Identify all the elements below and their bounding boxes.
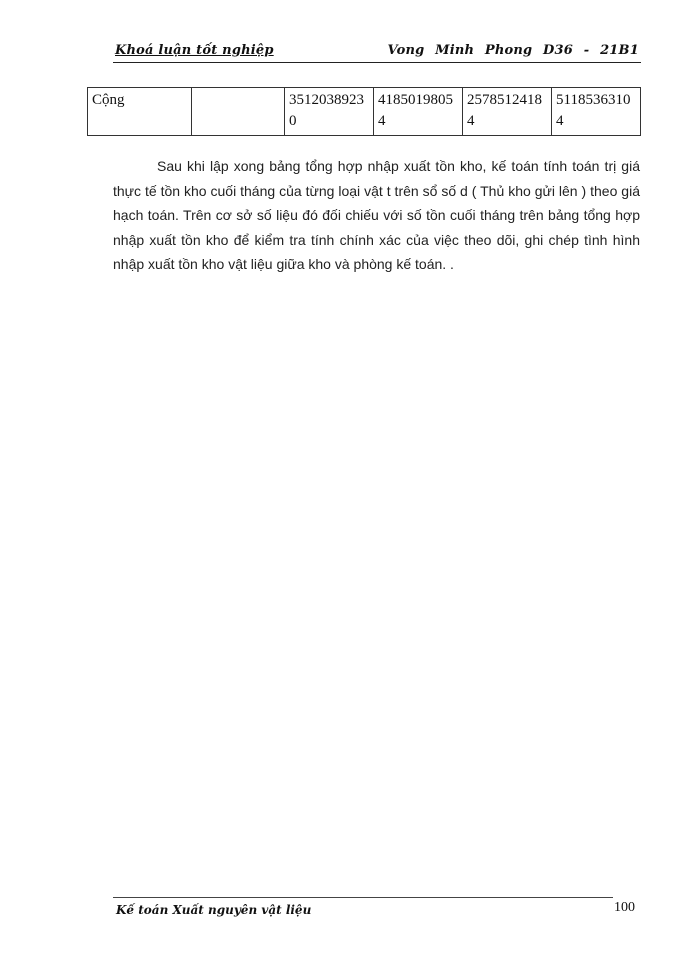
table-cell-value: 41850198054	[374, 88, 463, 136]
table-cell-value: 25785124184	[463, 88, 552, 136]
header-author: Vong Minh Phong D36 - 21B1	[387, 43, 639, 58]
table-row-total	[88, 88, 641, 136]
page-number: 100	[614, 900, 635, 915]
body-paragraph: Sau khi lập xong bảng tổng hợp nhập xuất tồn kho, kế toán tính toán trị giá thực tế tồn kho cuối tháng của từng loại vật t trên sổ số d ( Thủ kho gửi lên ) theo giá hạch toán. Trên cơ sở số liệu đó đối chiếu với số tồn cuối tháng trên bảng tổng hợp nhập xuất tồn kho để kiểm tra tính chính xác của việc theo dõi, ghi chép tình hình nhập xuất tồn kho vật liệu giữa kho và phòng kế toán. .	[113, 158, 640, 272]
summary-table	[87, 87, 641, 136]
table-cell-value: 35120389230	[285, 88, 374, 136]
footer-chapter-title: Kế toán Xuất nguyên vật liệu	[116, 903, 312, 917]
table-cell-empty	[192, 88, 285, 136]
page-header	[113, 40, 641, 63]
footer-divider	[113, 897, 613, 898]
table-cell-value: 51185363104	[552, 88, 641, 136]
table-cell-label: Cộng	[88, 88, 192, 136]
header-thesis-title: Khoá luận tốt nghiệp	[115, 43, 274, 58]
